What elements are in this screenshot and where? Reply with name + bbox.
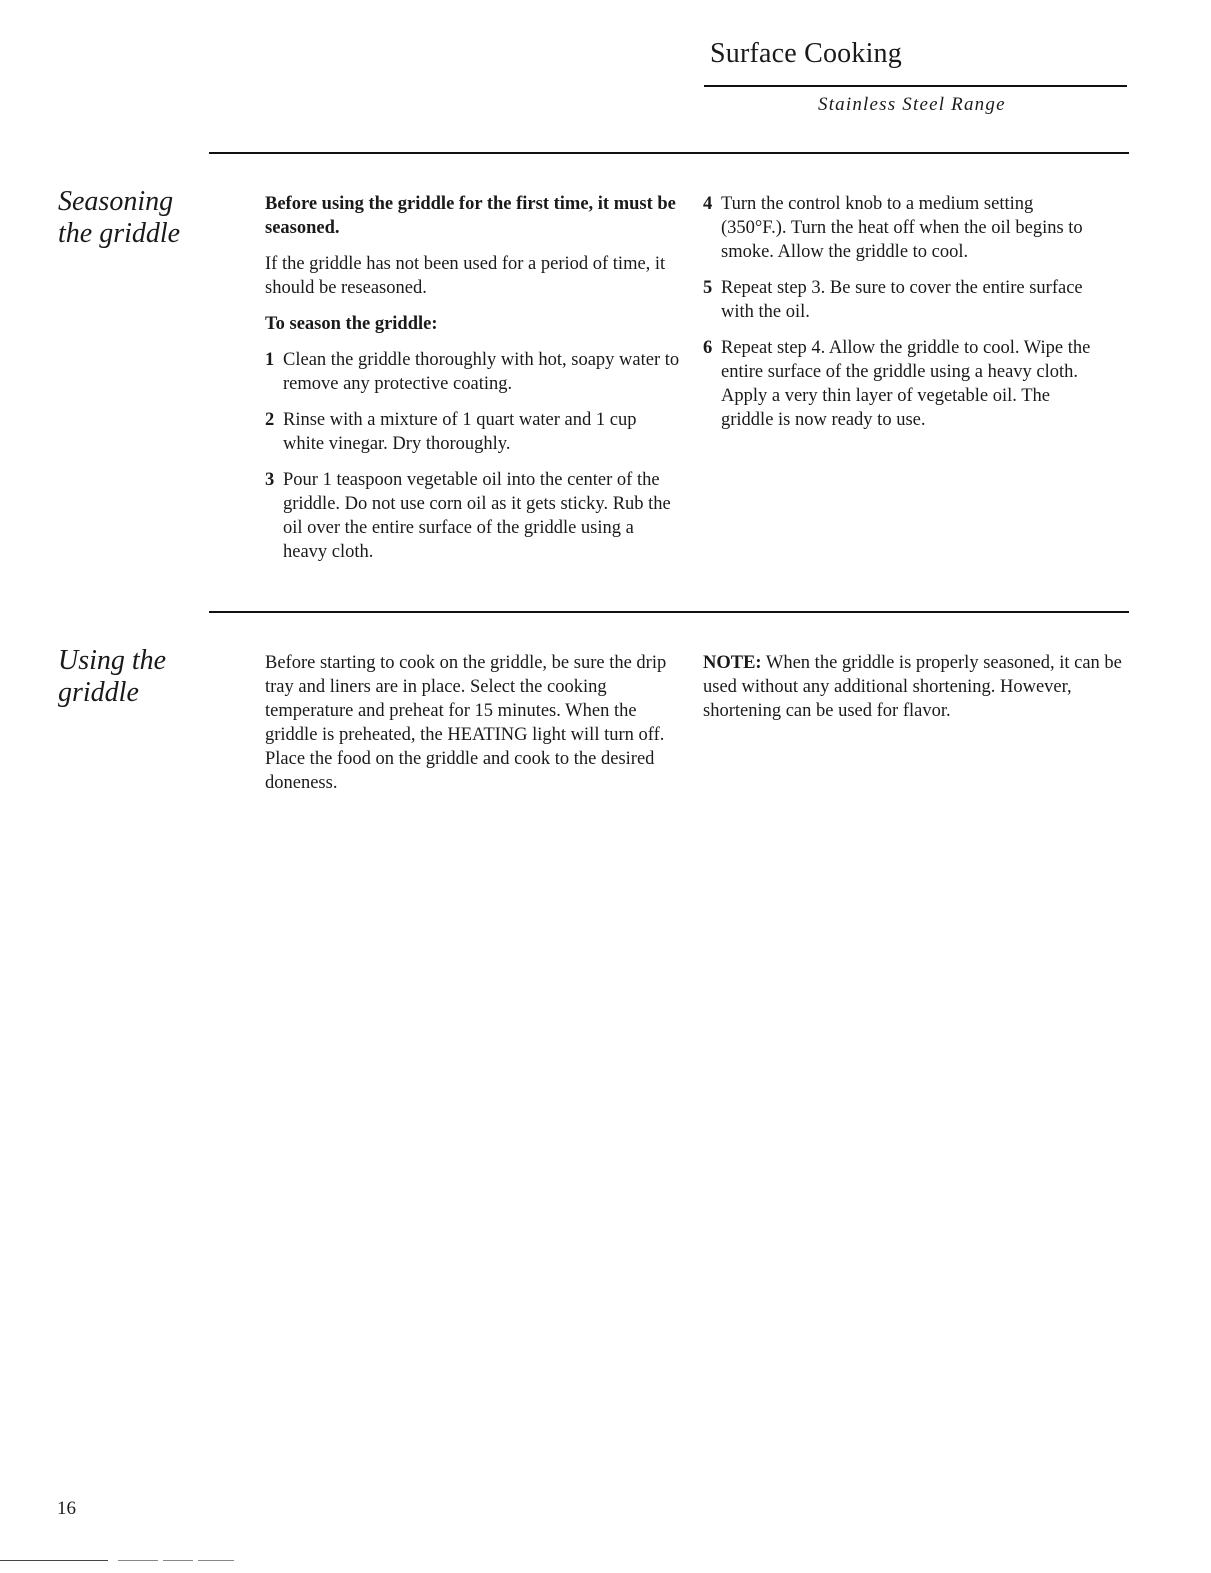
step-text: Rinse with a mixture of 1 quart water and 1 cup white vinegar. Dry thoroughly.: [283, 410, 637, 454]
note-text: When the griddle is properly seasoned, it can be used without any additional shortening. However, shortening can be used for flavor.: [703, 653, 1122, 721]
step-text: Pour 1 teaspoon vegetable oil into the center of the griddle. Do not use corn oil as it gets sticky. Rub the oil over the entire surface of the griddle using a heavy cloth.: [283, 470, 671, 562]
section-divider-top: [209, 152, 1129, 154]
note-label: NOTE:: [703, 653, 762, 673]
step-text: Turn the control knob to a medium setting (350°F.). Turn the heat off when the oil begins to smoke. Allow the griddle to cool.: [721, 194, 1083, 262]
step-item: [265, 468, 681, 564]
step-number: 6: [703, 338, 713, 358]
step-text: Repeat step 3. Be sure to cover the entire surface with the oil.: [721, 278, 1083, 322]
seasoning-subheading: To season the griddle:: [265, 314, 438, 334]
using-note: [703, 651, 1123, 723]
step-text: Repeat step 4. Allow the griddle to cool. Wipe the entire surface of the griddle using a heavy cloth. Apply a very thin layer of vegetable oil. The griddle is now ready to use.: [721, 338, 1091, 430]
footer-dash: [118, 1560, 158, 1561]
step-text: Clean the griddle thoroughly with hot, soapy water to remove any protective coating.: [283, 350, 680, 394]
seasoning-left-column: [265, 192, 681, 576]
step-number: 3: [265, 470, 275, 490]
section-heading-using: [58, 645, 166, 709]
page-number: 16: [57, 1498, 76, 1519]
footer-dash: [198, 1560, 234, 1561]
using-left-column: [265, 651, 681, 807]
using-body: Before starting to cook on the griddle, be sure the drip tray and liners are in place. Select the cooking temperature and preheat for 15 minutes. When the griddle is preheated, the HEATING light will turn off. Place the food on the griddle and cook to the desired doneness.: [265, 653, 667, 793]
heading-line: the griddle: [58, 218, 181, 249]
seasoning-intro: If the griddle has not been used for a period of time, it should be reseasoned.: [265, 254, 666, 298]
section-heading-seasoning: [58, 186, 180, 250]
step-number: 1: [265, 350, 275, 370]
step-item: [265, 348, 681, 396]
step-item: [703, 192, 1101, 264]
section-divider-middle: [209, 611, 1129, 613]
footer-dash: [163, 1560, 193, 1561]
header-rule: [704, 85, 1127, 87]
seasoning-intro-bold: Before using the griddle for the first time, it must be seasoned.: [265, 194, 676, 238]
step-number: 5: [703, 278, 713, 298]
heading-line: griddle: [58, 677, 139, 708]
page-title: Surface Cooking: [710, 38, 902, 69]
step-item: [703, 276, 1101, 324]
heading-line: Seasoning: [58, 186, 174, 217]
step-item: [265, 408, 681, 456]
page-subtitle: Stainless Steel Range: [818, 94, 1006, 115]
footer-rule: [0, 1560, 108, 1561]
heading-line: Using the: [58, 645, 167, 676]
seasoning-right-column: [703, 192, 1101, 444]
step-item: [703, 336, 1101, 432]
step-number: 2: [265, 410, 275, 430]
using-right-column: [703, 651, 1123, 735]
step-number: 4: [703, 194, 713, 214]
